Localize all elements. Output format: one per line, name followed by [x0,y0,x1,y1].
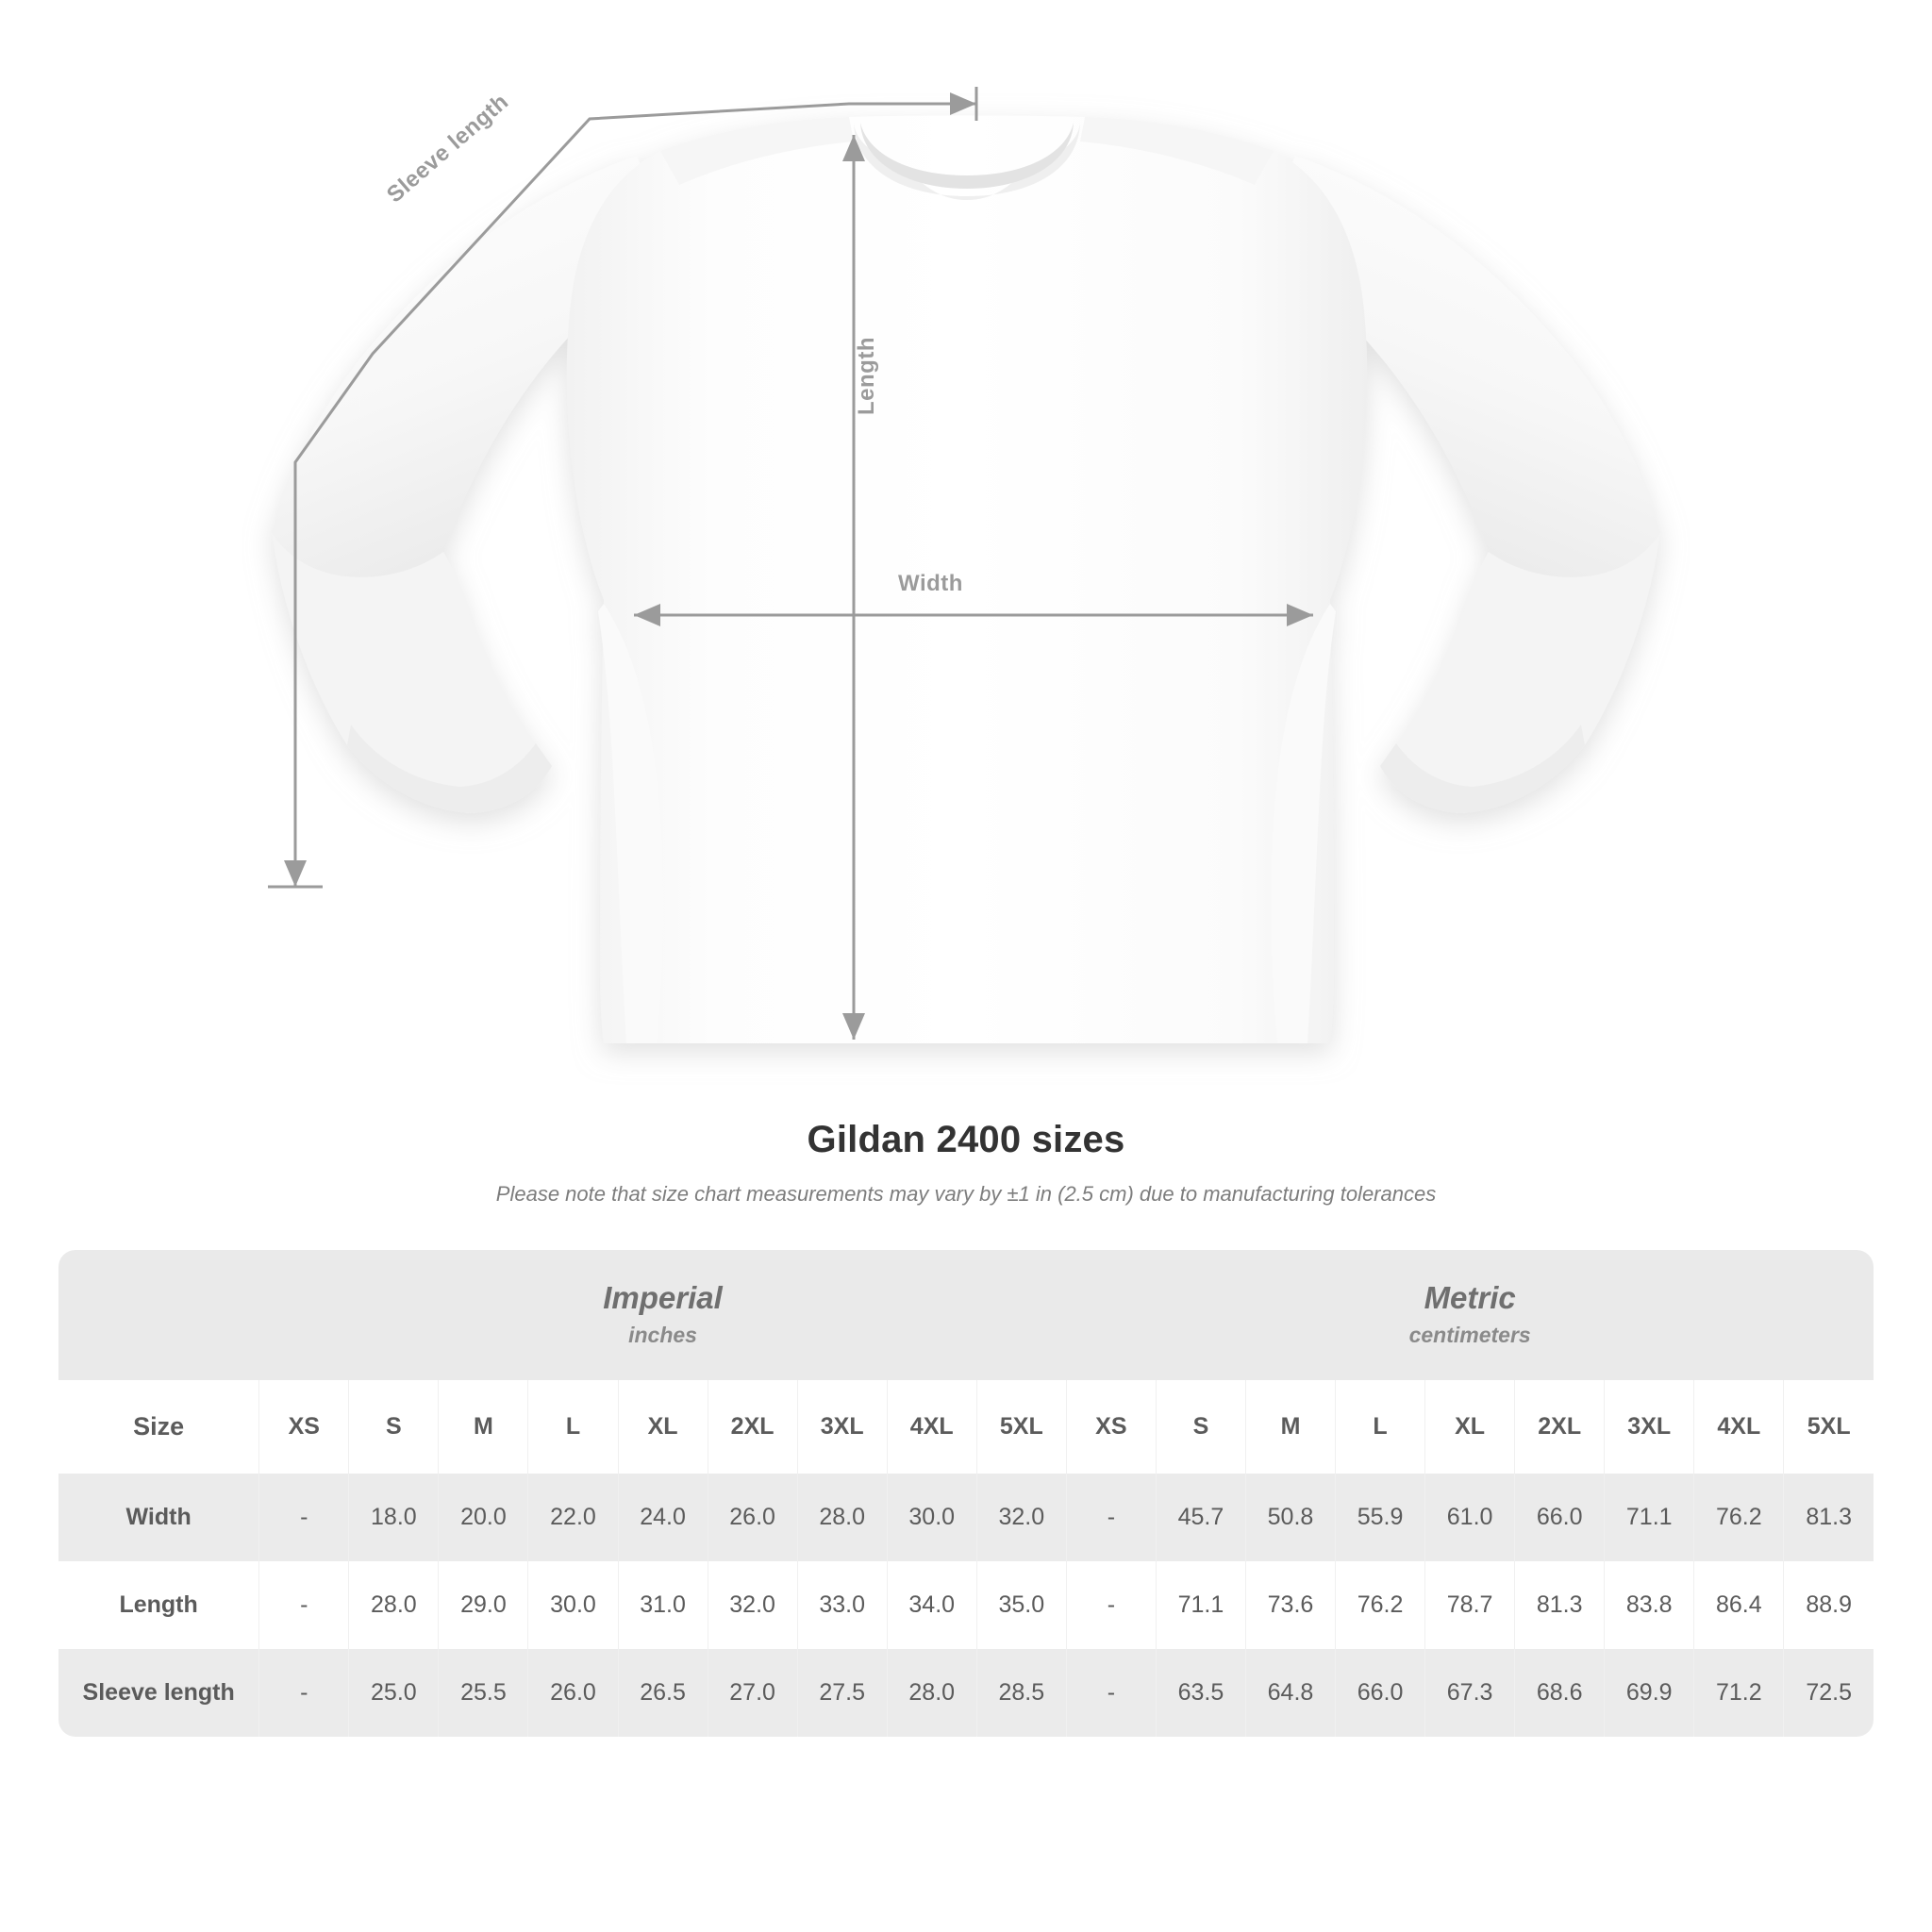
size-header-imperial-m: M [439,1380,528,1474]
cell-length-metric-m: 73.6 [1245,1561,1335,1649]
cell-width-imperial-3xl: 28.0 [797,1474,887,1561]
cell-length-imperial-xl: 31.0 [618,1561,708,1649]
size-header-imperial-xl: XL [618,1380,708,1474]
cell-length-imperial-l: 30.0 [528,1561,618,1649]
size-header-imperial-xs: XS [259,1380,349,1474]
cell-width-metric-2xl: 66.0 [1515,1474,1605,1561]
size-table [58,1250,1874,1737]
size-header-imperial-s: S [349,1380,439,1474]
unit-metric-name: Metric [1424,1280,1516,1315]
cell-sleeve-imperial-xs: - [259,1649,349,1737]
cell-width-imperial-l: 22.0 [528,1474,618,1561]
cell-length-imperial-2xl: 32.0 [708,1561,797,1649]
size-header-imperial-2xl: 2XL [708,1380,797,1474]
cell-width-imperial-4xl: 30.0 [887,1474,976,1561]
cell-sleeve-metric-s: 63.5 [1156,1649,1245,1737]
cell-sleeve-metric-3xl: 69.9 [1605,1649,1694,1737]
size-header-metric-2xl: 2XL [1515,1380,1605,1474]
cell-sleeve-imperial-4xl: 28.0 [887,1649,976,1737]
cell-width-metric-m: 50.8 [1245,1474,1335,1561]
table-row [58,1649,1874,1737]
unit-header-row [58,1250,1874,1380]
cell-length-imperial-3xl: 33.0 [797,1561,887,1649]
cell-width-metric-3xl: 71.1 [1605,1474,1694,1561]
cell-sleeve-metric-4xl: 71.2 [1694,1649,1784,1737]
cell-width-metric-4xl: 76.2 [1694,1474,1784,1561]
row-label-sleeve-length: Sleeve length [58,1649,259,1737]
title-block [0,1119,1932,1207]
size-header-imperial-l: L [528,1380,618,1474]
cell-width-imperial-m: 20.0 [439,1474,528,1561]
size-header-metric-l: L [1336,1380,1425,1474]
cell-width-imperial-5xl: 32.0 [976,1474,1066,1561]
size-header-metric-5xl: 5XL [1784,1380,1874,1474]
cell-length-imperial-4xl: 34.0 [887,1561,976,1649]
cell-sleeve-metric-xl: 67.3 [1425,1649,1515,1737]
cell-length-metric-l: 76.2 [1336,1561,1425,1649]
cell-sleeve-imperial-s: 25.0 [349,1649,439,1737]
cell-length-metric-2xl: 81.3 [1515,1561,1605,1649]
sleeve-length-dimension-label: Sleeve length [382,89,514,208]
cell-sleeve-imperial-xl: 26.5 [618,1649,708,1737]
cell-width-imperial-s: 18.0 [349,1474,439,1561]
cell-sleeve-imperial-3xl: 27.5 [797,1649,887,1737]
cell-sleeve-metric-m: 64.8 [1245,1649,1335,1737]
cell-length-imperial-m: 29.0 [439,1561,528,1649]
unit-header-corner [58,1250,259,1380]
table-row [58,1474,1874,1561]
cell-length-metric-4xl: 86.4 [1694,1561,1784,1649]
size-header-metric-4xl: 4XL [1694,1380,1784,1474]
table-row [58,1561,1874,1649]
size-header-metric-s: S [1156,1380,1245,1474]
unit-header-imperial [259,1250,1067,1380]
cell-length-imperial-s: 28.0 [349,1561,439,1649]
cell-width-imperial-xl: 24.0 [618,1474,708,1561]
size-header-label: Size [58,1380,259,1474]
size-header-imperial-4xl: 4XL [887,1380,976,1474]
cell-length-metric-xs: - [1066,1561,1156,1649]
width-dimension-label: Width [898,571,963,596]
size-table-container [58,1250,1874,1737]
unit-metric-sub: centimeters [1408,1323,1531,1348]
tolerance-note: Please note that size chart measurements may vary by ±1 in (2.5 cm) due to manufacturing tolerances [495,1182,1437,1206]
cell-length-metric-5xl: 88.9 [1784,1561,1874,1649]
unit-header-metric [1066,1250,1874,1380]
cell-width-metric-xs: - [1066,1474,1156,1561]
cell-length-imperial-xs: - [259,1561,349,1649]
size-header-metric-xl: XL [1425,1380,1515,1474]
cell-sleeve-imperial-5xl: 28.5 [976,1649,1066,1737]
size-header-row [58,1380,1874,1474]
cell-sleeve-imperial-2xl: 27.0 [708,1649,797,1737]
size-header-metric-m: M [1245,1380,1335,1474]
size-header-imperial-5xl: 5XL [976,1380,1066,1474]
size-header-metric-xs: XS [1066,1380,1156,1474]
row-label-length: Length [58,1561,259,1649]
length-dimension-label: Length [854,337,879,415]
cell-width-metric-l: 55.9 [1336,1474,1425,1561]
cell-length-metric-3xl: 83.8 [1605,1561,1694,1649]
cell-length-metric-xl: 78.7 [1425,1561,1515,1649]
unit-imperial-sub: inches [628,1323,697,1348]
cell-width-imperial-xs: - [259,1474,349,1561]
cell-sleeve-metric-xs: - [1066,1649,1156,1737]
row-label-width: Width [58,1474,259,1561]
cell-sleeve-imperial-m: 25.5 [439,1649,528,1737]
cell-width-metric-xl: 61.0 [1425,1474,1515,1561]
cell-sleeve-metric-l: 66.0 [1336,1649,1425,1737]
size-header-imperial-3xl: 3XL [797,1380,887,1474]
cell-sleeve-imperial-l: 26.0 [528,1649,618,1737]
cell-width-metric-5xl: 81.3 [1784,1474,1874,1561]
cell-length-imperial-5xl: 35.0 [976,1561,1066,1649]
cell-width-imperial-2xl: 26.0 [708,1474,797,1561]
page-title: Gildan 2400 sizes [807,1119,1125,1160]
cell-length-metric-s: 71.1 [1156,1561,1245,1649]
cell-sleeve-metric-5xl: 72.5 [1784,1649,1874,1737]
cell-sleeve-metric-2xl: 68.6 [1515,1649,1605,1737]
size-header-metric-3xl: 3XL [1605,1380,1694,1474]
unit-imperial-name: Imperial [603,1280,723,1315]
cell-width-metric-s: 45.7 [1156,1474,1245,1561]
